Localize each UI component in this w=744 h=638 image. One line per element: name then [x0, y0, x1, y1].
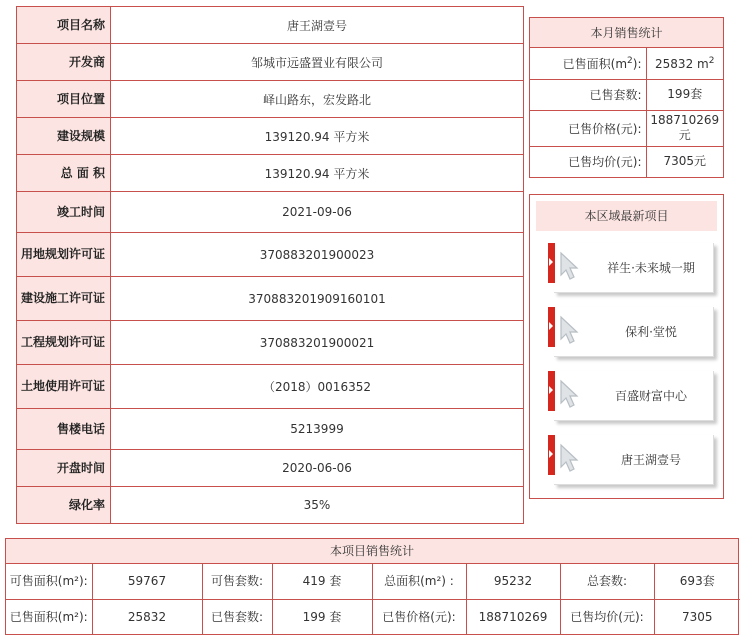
- stats-row: [6, 564, 740, 599]
- monthly-stats-title: 本月销售统计: [530, 18, 723, 48]
- sold-units-label: 已售套数:: [530, 79, 646, 110]
- sold-units-value: 199 套: [272, 599, 372, 634]
- latest-project-name: 百盛财富中心: [614, 389, 687, 403]
- info-row: [17, 155, 524, 192]
- info-value: 2021-09-06: [111, 192, 524, 233]
- info-value: 370883201909160101: [111, 277, 524, 321]
- project-info-table: [16, 6, 524, 524]
- info-label: 项目位置: [17, 81, 111, 118]
- project-stats-panel: [5, 538, 739, 635]
- latest-project-name: 保利·堂悦: [625, 325, 677, 339]
- sold-price-label: 已售价格(元):: [530, 110, 646, 146]
- sold-area-label: 已售面积(m²):: [6, 599, 92, 634]
- info-value: 5213999: [111, 409, 524, 450]
- latest-project-link[interactable]: [548, 435, 714, 490]
- info-label: 售楼电话: [17, 409, 111, 450]
- project-stats-title: 本项目销售统计: [6, 539, 738, 564]
- info-row: [17, 192, 524, 233]
- sold-units-value: 199套: [646, 79, 723, 110]
- info-value: 35%: [111, 487, 524, 524]
- info-row: [17, 81, 524, 118]
- info-label: 项目名称: [17, 7, 111, 44]
- latest-projects-title: 本区域最新项目: [536, 201, 717, 231]
- avg-price-value: 7305元: [663, 154, 707, 169]
- latest-project-name: 唐王湖壹号: [620, 453, 681, 467]
- info-row: [17, 118, 524, 155]
- info-row: [17, 277, 524, 321]
- info-row: [17, 321, 524, 365]
- info-value: 邹城市远盛置业有限公司: [111, 44, 524, 81]
- total-units-value: 693套: [654, 564, 740, 599]
- info-label: 建设规模: [17, 118, 111, 155]
- cursor-arrow-icon: [559, 251, 581, 281]
- sold-price-label: 已售价格(元):: [372, 599, 466, 634]
- available-units-value: 419 套: [272, 564, 372, 599]
- info-value: 峄山路东，宏发路北: [111, 81, 524, 118]
- monthly-row: [530, 110, 723, 146]
- info-label: 竣工时间: [17, 192, 111, 233]
- info-row: [17, 7, 524, 44]
- info-label: 用地规划许可证: [17, 233, 111, 277]
- sold-area-label: 已售面积$(m^2)$:: [530, 48, 646, 79]
- info-value: 139120.94 平方米: [111, 118, 524, 155]
- info-label: 土地使用许可证: [17, 365, 111, 409]
- info-value: 唐王湖壹号: [111, 7, 524, 44]
- info-label: 开盘时间: [17, 450, 111, 487]
- monthly-stats-table: [530, 48, 723, 177]
- info-value: 370883201900021: [111, 321, 524, 365]
- cursor-arrow-icon: [559, 379, 581, 409]
- latest-project-name: 祥生·未来城一期: [607, 261, 695, 275]
- latest-projects-panel: [529, 194, 724, 499]
- monthly-stats-panel: [529, 17, 724, 178]
- latest-project-link[interactable]: [548, 371, 714, 426]
- red-marker-icon: [548, 307, 555, 347]
- latest-project-link[interactable]: [548, 307, 714, 362]
- avg-price-value: 7305: [681, 609, 713, 624]
- sold-price-value: 188710269: [466, 599, 560, 634]
- info-label: 工程规划许可证: [17, 321, 111, 365]
- info-value: （2018）0016352: [111, 365, 524, 409]
- info-row: [17, 450, 524, 487]
- cursor-arrow-icon: [559, 315, 581, 345]
- available-area-value: 59767: [92, 564, 202, 599]
- info-value: 370883201900023: [111, 233, 524, 277]
- cursor-arrow-icon: [559, 443, 581, 473]
- avg-price-label: 已售均价(元):: [560, 599, 654, 634]
- red-marker-icon: [548, 435, 555, 475]
- latest-project-link[interactable]: [548, 243, 714, 298]
- sold-units-label: 已售套数:: [202, 599, 272, 634]
- red-marker-icon: [548, 371, 555, 411]
- monthly-row: [530, 146, 723, 177]
- sold-area-value: 25832: [92, 599, 202, 634]
- total-units-label: 总套数:: [560, 564, 654, 599]
- monthly-row: [530, 48, 723, 79]
- info-value: 139120.94 平方米: [111, 155, 524, 192]
- info-value: 2020-06-06: [111, 450, 524, 487]
- red-marker-icon: [548, 243, 555, 283]
- info-row: [17, 44, 524, 81]
- info-label: 总 面 积: [17, 155, 111, 192]
- avg-price-label: 已售均价(元):: [530, 146, 646, 177]
- info-label: 开发商: [17, 44, 111, 81]
- total-area-value: 95232: [466, 564, 560, 599]
- total-area-label: 总面积(m²) :: [372, 564, 466, 599]
- info-row: [17, 365, 524, 409]
- info-label: 建设施工许可证: [17, 277, 111, 321]
- monthly-row: [530, 79, 723, 110]
- project-stats-table: [6, 564, 740, 634]
- stats-row: [6, 599, 740, 634]
- sold-area-value: 25832 $m^2$: [646, 48, 723, 79]
- available-area-label: 可售面积(m²):: [6, 564, 92, 599]
- info-label: 绿化率: [17, 487, 111, 524]
- info-row: [17, 487, 524, 524]
- info-row: [17, 409, 524, 450]
- available-units-label: 可售套数:: [202, 564, 272, 599]
- sold-price-value: 188710269元: [646, 110, 723, 146]
- info-row: [17, 233, 524, 277]
